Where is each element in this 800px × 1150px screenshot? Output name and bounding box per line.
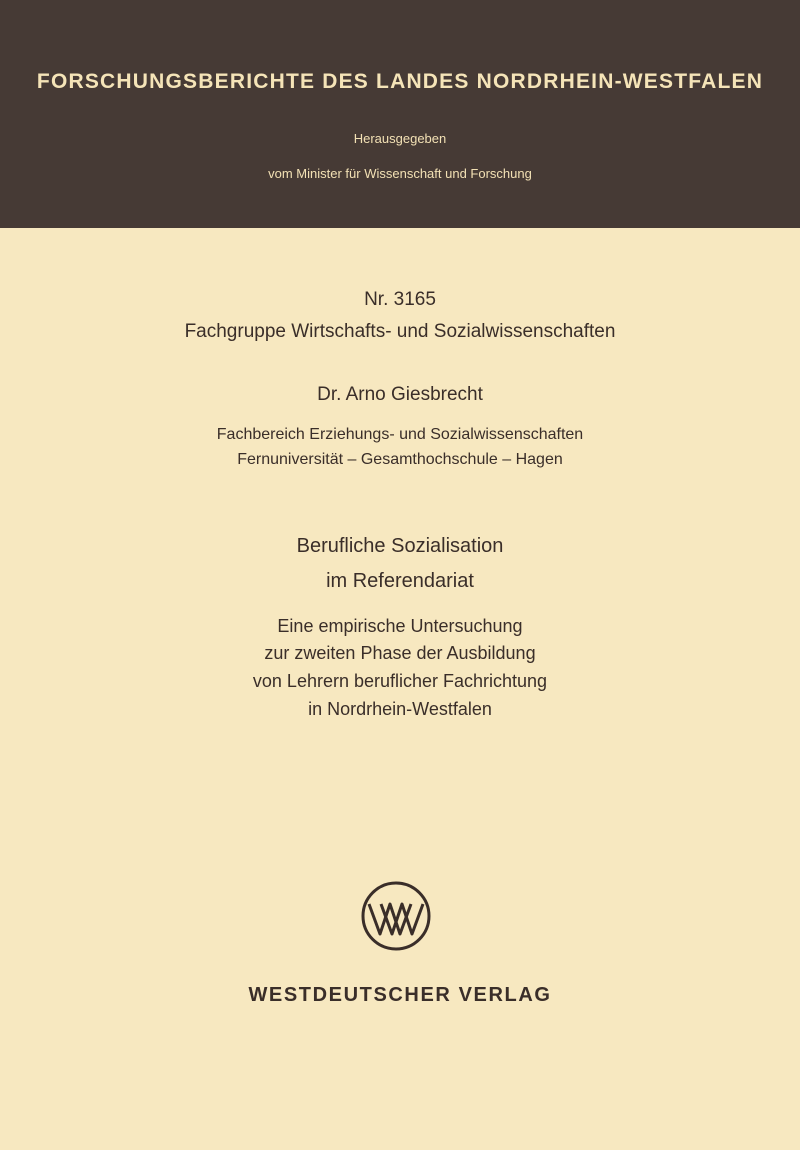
subtitle-line-4: in Nordrhein-Westfalen — [308, 699, 492, 719]
header-band — [0, 0, 800, 228]
westdeutscher-verlag-logo-icon — [360, 880, 432, 952]
report-number: Nr. 3165 — [364, 289, 436, 310]
affiliation-line-1: Fachbereich Erziehungs- und Sozialwissenschaften — [216, 426, 584, 443]
publisher-name: WESTDEUTSCHER VERLAG — [248, 984, 552, 1006]
author-name: Dr. Arno Giesbrecht — [317, 384, 483, 405]
publisher-line-2: vom Minister für Wissenschaft und Forschung — [268, 166, 532, 181]
series-title: FORSCHUNGSBERICHTE DES LANDES NORDRHEIN-WESTFALEN — [36, 70, 764, 93]
publisher-line-1: Herausgegeben — [353, 131, 447, 146]
book-title-line-2: im Referendariat — [326, 570, 474, 592]
book-title-line-1: Berufliche Sozialisation — [296, 535, 504, 557]
subtitle-line-3: von Lehrern beruflicher Fachrichtung — [252, 671, 548, 691]
subtitle-line-1: Eine empirische Untersuchung — [277, 616, 523, 636]
affiliation-line-2: Fernuniversität – Gesamthochschule – Hagen — [237, 451, 563, 468]
subtitle-line-2: zur zweiten Phase der Ausbildung — [264, 643, 536, 663]
subject-group: Fachgruppe Wirtschafts- und Sozialwissenschaften — [184, 321, 616, 342]
